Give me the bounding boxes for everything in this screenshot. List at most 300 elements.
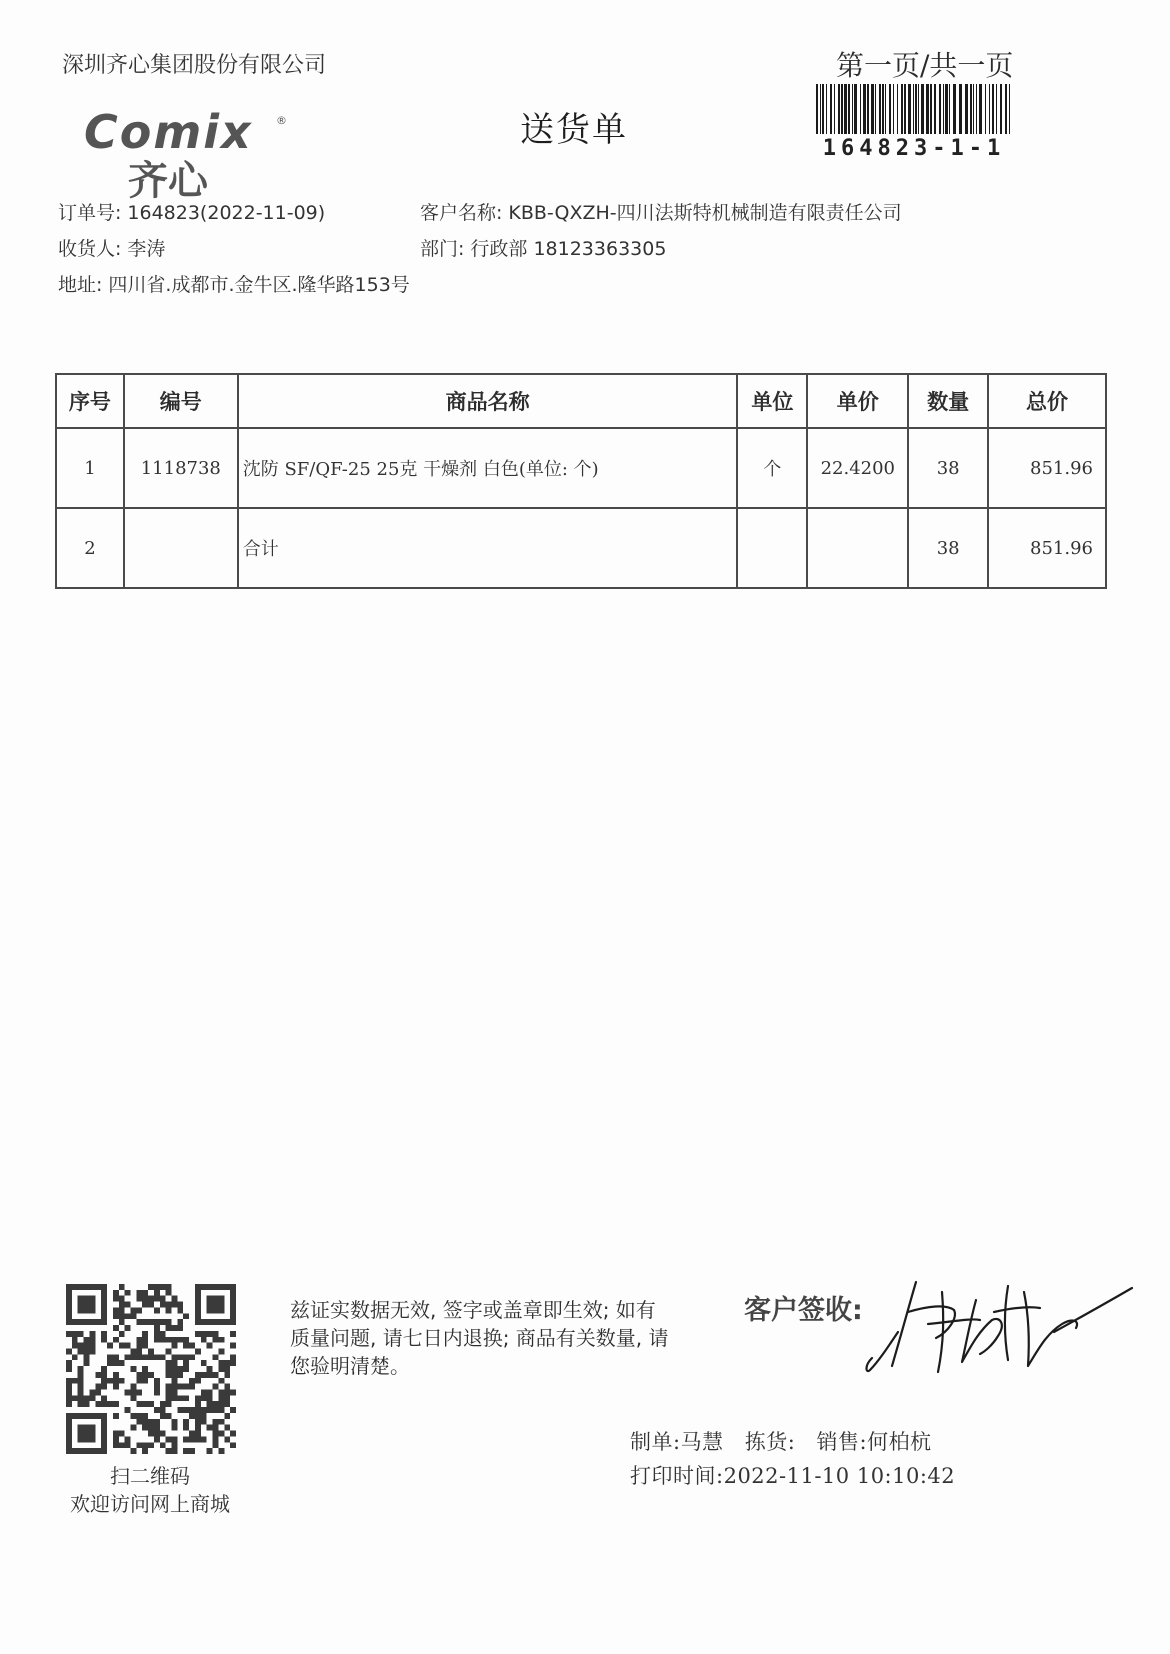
qr-module <box>166 1413 172 1419</box>
qr-module <box>177 1372 183 1378</box>
qr-module <box>113 1290 119 1296</box>
sales-value: 何柏杭 <box>867 1430 932 1454</box>
qr-module <box>154 1296 160 1302</box>
qr-module <box>66 1384 72 1390</box>
qr-module <box>84 1395 90 1401</box>
qr-module <box>224 1401 230 1407</box>
barcode-bar <box>826 84 827 134</box>
barcode-number: 164823-1-1 <box>822 136 1006 161</box>
qr-module <box>125 1313 131 1319</box>
qr-module <box>136 1378 142 1384</box>
qr-module <box>201 1413 207 1419</box>
qr-module <box>148 1401 154 1407</box>
qr-module <box>224 1384 230 1390</box>
cell-product-name: 合计 <box>238 508 738 588</box>
qr-module <box>166 1302 172 1308</box>
qr-module <box>172 1436 178 1442</box>
qr-module <box>78 1378 84 1384</box>
qr-module <box>142 1425 148 1431</box>
qr-module <box>189 1384 195 1390</box>
qr-module <box>101 1384 107 1390</box>
cell-unit <box>737 508 807 588</box>
qr-module <box>201 1331 207 1337</box>
barcode-bar <box>953 84 956 134</box>
qr-module <box>230 1354 236 1360</box>
qr-module <box>119 1284 125 1290</box>
qr-module <box>113 1436 119 1442</box>
qr-module <box>84 1360 90 1366</box>
qr-module <box>119 1307 125 1313</box>
qr-module <box>160 1354 166 1360</box>
qr-module <box>78 1384 84 1390</box>
barcode-bar <box>904 84 906 134</box>
qr-module <box>189 1431 195 1437</box>
qr-module <box>78 1296 96 1314</box>
page-info: 第一页/共一页 <box>836 49 1014 82</box>
qr-module <box>224 1366 230 1372</box>
qr-module <box>172 1343 178 1349</box>
qr-module <box>183 1448 189 1454</box>
qr-module <box>136 1319 142 1325</box>
qr-module <box>84 1343 90 1349</box>
qr-module <box>160 1296 166 1302</box>
qr-module <box>130 1366 136 1372</box>
qr-module <box>207 1407 213 1413</box>
qr-module <box>89 1390 95 1396</box>
qr-module <box>78 1401 84 1407</box>
qr-module <box>166 1307 172 1313</box>
qr-module <box>136 1337 142 1343</box>
qr-module <box>89 1395 95 1401</box>
qr-module <box>113 1360 119 1366</box>
qr-module <box>113 1384 119 1390</box>
qr-module <box>66 1378 72 1384</box>
qr-module <box>183 1384 189 1390</box>
barcode-bar <box>893 84 894 134</box>
qr-module <box>183 1407 189 1413</box>
qr-module <box>78 1343 84 1349</box>
qr-module <box>113 1401 119 1407</box>
barcode-bar <box>915 84 917 134</box>
barcode-bar <box>841 84 843 134</box>
qr-module <box>125 1302 131 1308</box>
qr-module <box>142 1354 148 1360</box>
qr-module <box>166 1372 172 1378</box>
qr-module <box>183 1313 189 1319</box>
qr-module <box>195 1413 201 1419</box>
document-title: 送货单 <box>520 110 628 150</box>
qr-module <box>119 1319 125 1325</box>
qr-module <box>148 1354 154 1360</box>
qr-module <box>224 1413 230 1419</box>
qr-module <box>172 1360 178 1366</box>
qr-module <box>189 1436 195 1442</box>
qr-module <box>213 1372 219 1378</box>
qr-module <box>201 1337 207 1343</box>
qr-module <box>177 1395 183 1401</box>
qr-module <box>136 1343 142 1349</box>
qr-module <box>207 1448 213 1454</box>
qr-module <box>166 1360 172 1366</box>
qr-module <box>195 1395 201 1401</box>
qr-module <box>218 1401 224 1407</box>
qr-module <box>136 1413 142 1419</box>
handwritten-signature <box>858 1262 1138 1382</box>
qr-module <box>119 1442 125 1448</box>
qr-module <box>113 1325 119 1331</box>
qr-module <box>89 1331 95 1337</box>
qr-module <box>142 1337 148 1343</box>
qr-module <box>66 1360 72 1366</box>
qr-module <box>142 1302 148 1308</box>
qr-module <box>160 1337 166 1343</box>
qr-module <box>213 1442 219 1448</box>
barcode-bar <box>852 84 853 134</box>
barcode-bar <box>908 84 911 134</box>
qr-module <box>154 1337 160 1343</box>
cell-code: 1118738 <box>124 428 238 508</box>
qr-module <box>78 1425 96 1443</box>
qr-module <box>213 1401 219 1407</box>
qr-module <box>207 1372 213 1378</box>
barcode-bar <box>965 84 968 134</box>
qr-module <box>183 1366 189 1372</box>
qr-module <box>66 1331 72 1337</box>
barcode-image <box>816 84 1012 134</box>
qr-module <box>177 1307 183 1313</box>
barcode-bar <box>1005 84 1007 134</box>
qr-module <box>172 1395 178 1401</box>
barcode-bar <box>830 84 832 134</box>
barcode-bar <box>879 84 881 134</box>
barcode-bar <box>867 84 869 134</box>
qr-module <box>142 1378 148 1384</box>
qr-module <box>113 1337 119 1343</box>
qr-module <box>177 1337 183 1343</box>
barcode-bar <box>926 84 929 134</box>
qr-module <box>177 1366 183 1372</box>
qr-module <box>207 1425 213 1431</box>
dept-value: 行政部 18123363305 <box>470 238 667 260</box>
qr-module <box>166 1337 172 1343</box>
qr-module <box>166 1325 172 1331</box>
qr-module <box>195 1431 201 1437</box>
order-label: 订单号: <box>58 202 122 224</box>
qr-module <box>72 1395 78 1401</box>
qr-module <box>218 1448 224 1454</box>
qr-module <box>183 1436 189 1442</box>
qr-module <box>218 1337 224 1343</box>
qr-module <box>172 1354 178 1360</box>
qr-module <box>119 1431 125 1437</box>
qr-module <box>201 1436 207 1442</box>
qr-module <box>177 1325 183 1331</box>
qr-module <box>78 1366 84 1372</box>
qr-module <box>189 1413 195 1419</box>
qr-module <box>172 1325 178 1331</box>
barcode-bar <box>863 84 866 134</box>
qr-module <box>201 1395 207 1401</box>
receiver-label: 收货人: <box>58 238 122 260</box>
barcode-bar <box>822 84 824 134</box>
picker-label: 拣货: <box>744 1430 796 1454</box>
qr-module <box>148 1425 154 1431</box>
qr-module <box>142 1343 148 1349</box>
barcode-bar <box>992 84 994 134</box>
customer-sign-label: 客户签收: <box>744 1295 863 1326</box>
qr-module <box>183 1395 189 1401</box>
qr-module <box>148 1302 154 1308</box>
qr-module <box>78 1390 84 1396</box>
qr-module <box>218 1360 224 1366</box>
qr-module <box>213 1436 219 1442</box>
barcode-bar <box>897 84 898 134</box>
qr-caption-mall: 欢迎访问网上商城 <box>70 1492 230 1516</box>
qr-module <box>148 1372 154 1378</box>
qr-module <box>142 1366 148 1372</box>
qr-module <box>142 1413 148 1419</box>
qr-module <box>136 1290 142 1296</box>
qr-module <box>213 1431 219 1437</box>
qr-module <box>183 1419 189 1425</box>
barcode-bar <box>989 84 990 134</box>
qr-module <box>172 1366 178 1372</box>
qr-module <box>136 1354 142 1360</box>
qr-module <box>224 1425 230 1431</box>
qr-module <box>84 1348 90 1354</box>
cell-total: 851.96 <box>988 508 1106 588</box>
qr-module <box>78 1331 84 1337</box>
qr-module <box>154 1290 160 1296</box>
qr-module <box>107 1360 113 1366</box>
qr-module <box>113 1431 119 1437</box>
cell-unit-price: 22.4200 <box>807 428 908 508</box>
qr-module <box>213 1337 219 1343</box>
customer-value: KBB-QXZH-四川法斯特机械制造有限责任公司 <box>508 202 902 224</box>
qr-module <box>66 1348 72 1354</box>
qr-module <box>154 1431 160 1437</box>
qr-module <box>160 1319 166 1325</box>
qr-module <box>166 1319 172 1325</box>
barcode-bar <box>996 84 997 134</box>
qr-module <box>154 1319 160 1325</box>
column-header: 单价 <box>807 374 908 428</box>
notice-text: 兹证实数据无效, 签字或盖章即生效; 如有质量问题, 请七日内退换; 商品有关数量, 请您验明清楚。 <box>290 1298 669 1378</box>
qr-module <box>172 1378 178 1384</box>
barcode-bar <box>913 84 914 134</box>
barcode-bar <box>985 84 986 134</box>
barcode-bar <box>930 84 932 134</box>
qr-module <box>177 1354 183 1360</box>
qr-module <box>166 1390 172 1396</box>
qr-module <box>160 1431 166 1437</box>
qr-module <box>136 1442 142 1448</box>
qr-module <box>207 1366 213 1372</box>
qr-module <box>125 1290 131 1296</box>
qr-module <box>84 1337 90 1343</box>
barcode-bar <box>945 84 948 134</box>
qr-module <box>218 1431 224 1437</box>
qr-module <box>172 1442 178 1448</box>
qr-module <box>201 1372 207 1378</box>
qr-module <box>154 1436 160 1442</box>
items-table <box>55 373 1107 589</box>
qr-module <box>160 1413 166 1419</box>
qr-module <box>218 1366 224 1372</box>
qr-module <box>101 1395 107 1401</box>
address-value: 四川省.成都市.金牛区.隆华路153号 <box>108 274 410 296</box>
qr-module <box>95 1390 101 1396</box>
barcode-bar <box>820 84 821 134</box>
qr-module <box>218 1390 224 1396</box>
qr-module <box>195 1378 201 1384</box>
qr-module <box>89 1343 95 1349</box>
qr-module <box>213 1384 219 1390</box>
qr-module <box>154 1307 160 1313</box>
qr-module <box>160 1401 166 1407</box>
qr-module <box>113 1378 119 1384</box>
qr-module <box>125 1343 131 1349</box>
qr-module <box>201 1390 207 1396</box>
company-name: 深圳齐心集团股份有限公司 <box>62 53 327 78</box>
qr-module <box>201 1407 207 1413</box>
qr-module <box>213 1419 219 1425</box>
qr-module <box>154 1407 160 1413</box>
qr-module <box>142 1296 148 1302</box>
qr-module <box>119 1313 125 1319</box>
qr-module <box>142 1401 148 1407</box>
qr-module <box>66 1395 72 1401</box>
qr-module <box>213 1354 219 1360</box>
qr-module <box>125 1390 131 1396</box>
qr-module <box>224 1390 230 1396</box>
logo-brand-cn: 齐心 <box>128 158 208 200</box>
qr-module <box>125 1407 131 1413</box>
qr-module <box>183 1354 189 1360</box>
qr-module <box>119 1296 125 1302</box>
qr-module <box>119 1331 125 1337</box>
column-header: 数量 <box>908 374 988 428</box>
qr-module <box>148 1296 154 1302</box>
qr-module <box>136 1307 142 1313</box>
qr-module <box>177 1319 183 1325</box>
qr-module <box>95 1401 101 1407</box>
qr-module <box>154 1284 160 1290</box>
barcode-bar <box>889 84 891 134</box>
qr-module <box>101 1366 107 1372</box>
qr-module <box>172 1372 178 1378</box>
qr-module <box>213 1425 219 1431</box>
qr-module <box>172 1384 178 1390</box>
qr-module <box>136 1296 142 1302</box>
barcode-bar <box>838 84 840 134</box>
qr-module <box>230 1343 236 1349</box>
qr-module <box>66 1366 72 1372</box>
order-number <box>58 198 325 225</box>
cell-code <box>124 508 238 588</box>
cell-unit: 个 <box>737 428 807 508</box>
qr-module <box>142 1442 148 1448</box>
barcode-bar <box>844 84 847 134</box>
barcode-bar <box>939 84 941 134</box>
qr-module <box>160 1407 166 1413</box>
qr-module <box>230 1431 236 1437</box>
comix-logo <box>80 104 290 200</box>
qr-module <box>230 1407 236 1413</box>
barcode-bar <box>1009 84 1010 134</box>
qr-module <box>189 1343 195 1349</box>
barcode-bar <box>918 84 919 134</box>
column-header: 单位 <box>737 374 807 428</box>
qr-module <box>183 1337 189 1343</box>
qr-module <box>136 1401 142 1407</box>
qr-module <box>101 1331 107 1337</box>
qr-module <box>201 1419 207 1425</box>
qr-module <box>125 1436 131 1442</box>
qr-module <box>207 1331 213 1337</box>
receiver-value: 李涛 <box>127 238 166 260</box>
barcode-bar <box>901 84 903 134</box>
qr-module <box>113 1442 119 1448</box>
qr-module <box>207 1296 225 1314</box>
maker-label: 制单: <box>630 1430 681 1454</box>
barcode-bar <box>834 84 835 134</box>
qr-module <box>172 1419 178 1425</box>
qr-module <box>107 1354 113 1360</box>
qr-module <box>195 1436 201 1442</box>
qr-code-image <box>66 1284 236 1454</box>
address <box>58 270 410 297</box>
qr-module <box>172 1337 178 1343</box>
barcode-bar <box>860 84 861 134</box>
qr-module <box>142 1419 148 1425</box>
order-value: 164823(2022-11-09) <box>127 202 326 224</box>
qr-module <box>224 1395 230 1401</box>
qr-module <box>207 1390 213 1396</box>
qr-module <box>72 1343 78 1349</box>
qr-module <box>189 1407 195 1413</box>
qr-module <box>136 1419 142 1425</box>
qr-module <box>148 1419 154 1425</box>
qr-module <box>89 1337 95 1343</box>
barcode-bar <box>1000 84 1002 134</box>
qr-module <box>66 1390 72 1396</box>
qr-module <box>84 1401 90 1407</box>
qr-module <box>207 1343 213 1349</box>
qr-module <box>166 1348 172 1354</box>
qr-module <box>142 1331 148 1337</box>
qr-module <box>130 1354 136 1360</box>
qr-module <box>195 1425 201 1431</box>
qr-module <box>213 1331 219 1337</box>
column-header: 总价 <box>988 374 1106 428</box>
qr-module <box>160 1442 166 1448</box>
qr-module <box>172 1390 178 1396</box>
qr-module <box>95 1384 101 1390</box>
qr-module <box>78 1348 84 1354</box>
qr-caption-scan: 扫二维码 <box>110 1464 190 1488</box>
print-time-label: 打印时间: <box>630 1464 724 1488</box>
qr-module <box>189 1354 195 1360</box>
qr-module <box>230 1390 236 1396</box>
qr-module <box>142 1448 148 1454</box>
maker-value: 马慧 <box>680 1430 724 1454</box>
barcode-bar <box>959 84 962 134</box>
qr-module <box>177 1302 183 1308</box>
qr-module <box>107 1343 113 1349</box>
qr-module <box>183 1343 189 1349</box>
qr-module <box>183 1425 189 1431</box>
